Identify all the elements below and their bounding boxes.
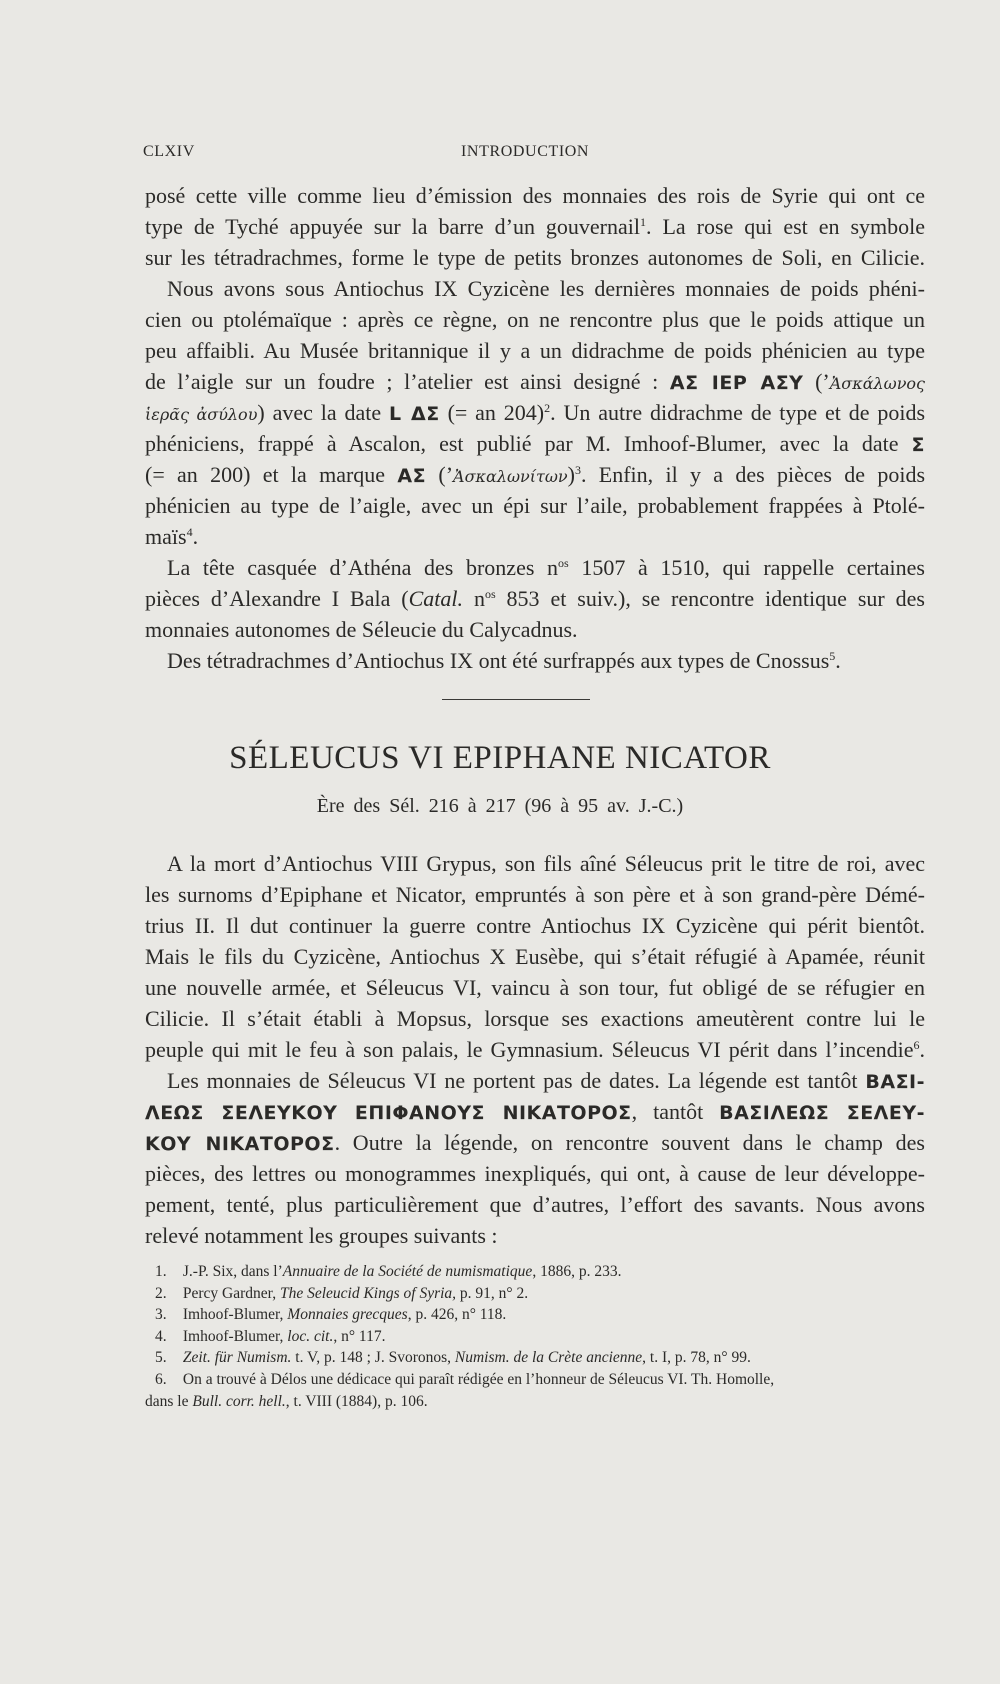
coin-mark: ΑΣ [397, 465, 427, 487]
paragraph-line: type de Tyché appuyée sur la barre d’un gouvernail$^1$. La rose qui est en symbole [145, 214, 925, 239]
paragraph-line: Mais le fils du Cyzicène, Antiochus X Eusèbe, qui s’était réfugié à Apamée, réunit [145, 944, 925, 969]
footnote-marker[interactable]: 1 [640, 215, 647, 229]
footnotes [145, 1261, 925, 1412]
footnote: 6. On a trouvé à Délos une dédicace qui paraît rédigée en l’honneur de Séleucus VI. Th. Homolle, [155, 1370, 775, 1388]
paragraph-line: trius II. Il dut continuer la guerre contre Antiochus IX Cyzicène qui périt bientôt. [145, 913, 925, 938]
coin-date: L ΔΣ [388, 403, 440, 425]
paragraph-line: les surnoms d’Epiphane et Nicator, empruntés à son père et à son grand-père Démé- [145, 882, 925, 907]
footnote: 4. Imhoof-Blumer, loc. cit., n° 117. [155, 1327, 386, 1345]
paragraph-line: phéniciens, frappé à Ascalon, est publié par M. Imhoof-Blumer, avec la date Σ [145, 431, 925, 456]
greek-gloss: Ἀσκάλωνος [829, 374, 926, 393]
coin-legend: ΚΟΥ ΝΙΚΑΤΟΡΟΣ [145, 1133, 335, 1155]
paragraph-line: pement, tenté, plus particulièrement que d’autres, l’effort des savants. Nous avons [145, 1192, 925, 1217]
footnote-marker[interactable]: 2 [544, 401, 551, 415]
upper-body-text [145, 180, 925, 676]
footnote-marker[interactable]: 5 [829, 649, 836, 663]
paragraph-line: monnaies autonomes de Séleucie du Calycadnus. [145, 617, 578, 642]
footnote-marker[interactable]: 6 [913, 1038, 920, 1052]
paragraph-line: maïs$^4$. [145, 524, 199, 549]
footnote: 2. Percy Gardner, The Seleucid Kings of Syria, p. 91, n° 2. [155, 1284, 529, 1302]
paragraph-line: Des tétradrachmes d’Antiochus IX ont été surfrappés aux types de Cnossus$^5$. [167, 648, 841, 673]
paragraph-line: (= an 200) et la marque ΑΣ (’Ἀσκαλωνίτων)$^3$. Enfin, il y a des pièces de poids [145, 462, 926, 487]
running-title: INTRODUCTION [461, 143, 590, 160]
greek-gloss: Ἀσκαλωνίτων [453, 467, 568, 486]
coin-legend: ΒΑΣΙΛΕΩΣ ΣΕΛΕΥ- [719, 1102, 926, 1124]
coin-date: Σ [911, 434, 925, 456]
page-number: CLXIV [143, 143, 195, 160]
footnote-continuation: dans le Bull. corr. hell., t. VIII (1884), p. 106. [145, 1392, 428, 1410]
paragraph-line: ἱερᾶς ἀσύλου) avec la date L ΔΣ (= an 204)$^2$. Un autre didrachme de type et de poids [145, 400, 926, 425]
paragraph-line: pièces d’Alexandre I Bala (Catal. $n^{os}$ 853 et suiv.), se rencontre identique sur des [145, 586, 925, 611]
paragraph-line: ΛΕΩΣ ΣΕΛΕΥΚΟΥ ΕΠΙΦΑΝΟΥΣ ΝΙΚΑΤΟΡΟΣ, tantôt ΒΑΣΙΛΕΩΣ ΣΕΛΕΥ- [145, 1099, 926, 1124]
section-divider [442, 699, 590, 700]
paragraph-line: phénicien au type de l’aigle, avec un épi sur l’aile, probablement frappées à Ptolé- [145, 493, 925, 518]
paragraph-line: Les monnaies de Séleucus VI ne portent pas de dates. La légende est tantôt ΒΑΣΙ- [167, 1068, 926, 1093]
era-subtitle: Ère des Sél. 216 à 217 (96 à 95 av. J.-C.) [316, 795, 684, 817]
footnote-marker[interactable]: 4 [186, 525, 193, 539]
paragraph-line: posé cette ville comme lieu d’émission des monnaies des rois de Syrie qui ont ce [145, 183, 925, 208]
coin-legend: ΑΣ ΙΕΡ ΑΣΥ [669, 372, 804, 394]
paragraph-line: de l’aigle sur un foudre ; l’atelier est ainsi designé : ΑΣ ΙΕΡ ΑΣΥ (’Ἀσκάλωνος [145, 369, 926, 394]
footnote-marker[interactable]: 3 [574, 463, 581, 477]
footnote: 1. J.-P. Six, dans l’Annuaire de la Société de numismatique, 1886, p. 233. [155, 1263, 622, 1280]
coin-legend: ΛΕΩΣ ΣΕΛΕΥΚΟΥ ΕΠΙΦΑΝΟΥΣ ΝΙΚΑΤΟΡΟΣ [145, 1102, 632, 1124]
paragraph-line: une nouvelle armée, et Séleucus VI, vaincu à son tour, fut obligé de se réfugier en [145, 975, 925, 1000]
coin-legend: ΒΑΣΙ- [865, 1071, 926, 1093]
paragraph-line: La tête casquée d’Athéna des bronzes $n^{os}$ 1507 à 1510, qui rappelle certaines [167, 555, 925, 580]
paragraph-line: Cilicie. Il s’était établi à Mopsus, lorsque ses exactions ameutèrent contre lui le [145, 1006, 925, 1031]
paragraph-line: peu affaibli. Au Musée britannique il y a un didrachme de poids phénicien au type [145, 338, 925, 363]
greek-gloss: ἱερᾶς ἀσύλου [145, 405, 258, 424]
footnote: 3. Imhoof-Blumer, Monnaies grecques, p. 426, n° 118. [155, 1306, 507, 1324]
paragraph-line: ΚΟΥ ΝΙΚΑΤΟΡΟΣ. Outre la légende, on rencontre souvent dans le champ des [145, 1130, 925, 1155]
paragraph-line: A la mort d’Antiochus VIII Grypus, son fils aîné Séleucus prit le titre de roi, avec [167, 851, 925, 876]
paragraph-line: pièces, des lettres ou monogrammes inexpliqués, qui ont, à cause de leur développe- [145, 1161, 925, 1186]
paragraph-line: sur les tétradrachmes, forme le type de petits bronzes autonomes de Soli, en Cilicie. [145, 245, 925, 270]
paragraph-line: cien ou ptolémaïque : après ce règne, on ne rencontre plus que le poids attique un [145, 307, 925, 332]
paragraph-line: peuple qui mit le feu à son palais, le Gymnasium. Séleucus VI périt dans l’incendie$^6$. [145, 1037, 925, 1062]
lower-body-text [145, 848, 925, 1251]
paragraph-line: relevé notamment les groupes suivants : [145, 1223, 498, 1248]
paragraph-line: Nous avons sous Antiochus IX Cyzicène les dernières monnaies de poids phéni- [167, 276, 925, 301]
footnote: 5. Zeit. für Numism. t. V, p. 148 ; J. Svoronos, Numism. de la Crète ancienne, t. I, p. 78, n° 99. [155, 1349, 751, 1367]
section-title: SÉLEUCUS VI EPIPHANE NICATOR [229, 740, 771, 776]
